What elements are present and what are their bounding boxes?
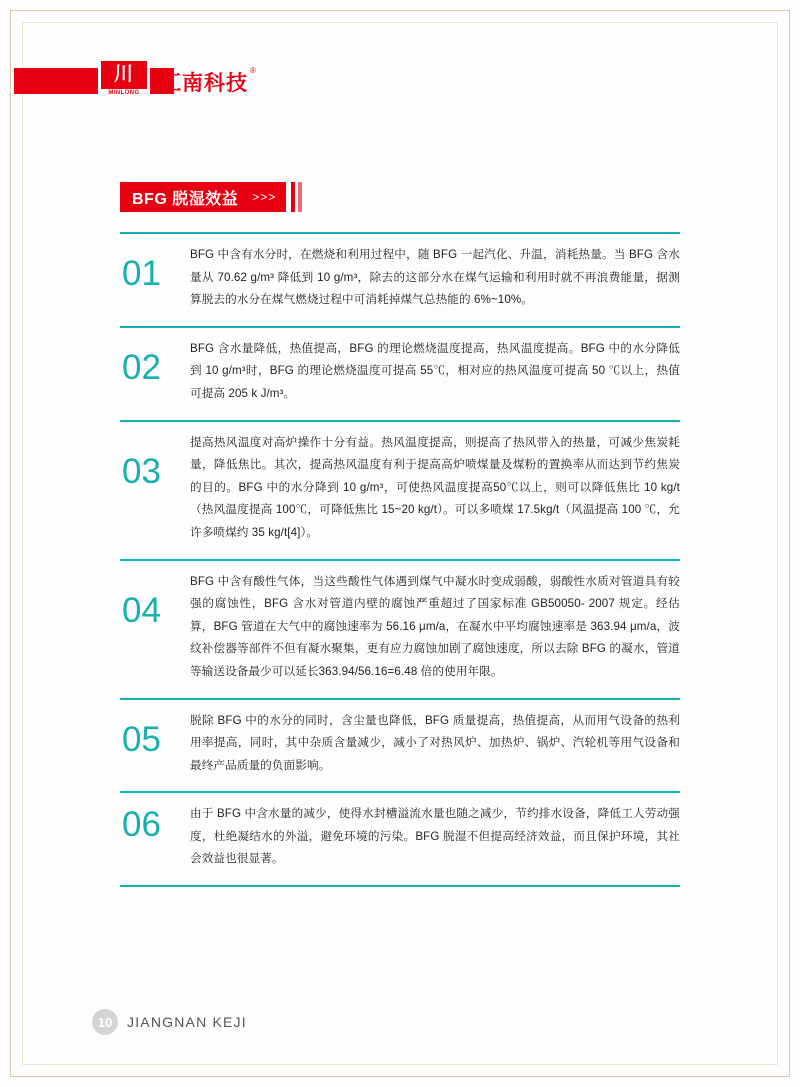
registered-trademark-icon: ® bbox=[250, 66, 256, 75]
page-footer bbox=[92, 1009, 247, 1035]
section-bar-2 bbox=[298, 182, 302, 212]
list-item-number: 04 bbox=[122, 590, 161, 630]
list-item-number: 05 bbox=[122, 719, 161, 759]
list-item bbox=[120, 793, 680, 887]
company-name: 江南科技 bbox=[160, 72, 248, 95]
list-item bbox=[120, 328, 680, 422]
list-item-text: 脱除 BFG 中的水分的同时，含尘量也降低，BFG 质量提高，热值提高，从而用气设备的热利用率提高，同时，其中杂质含量减少，减小了对热风炉、加热炉、锅炉、汽轮机等用气设备和最终产品质量的负面影响。 bbox=[190, 713, 680, 772]
benefits-list bbox=[120, 232, 680, 887]
page-header bbox=[0, 60, 800, 104]
section-heading bbox=[120, 182, 305, 212]
logo-glyph: 川 bbox=[101, 61, 147, 89]
list-item-number: 01 bbox=[122, 254, 161, 293]
list-item bbox=[120, 422, 680, 561]
logo-mark-icon bbox=[98, 61, 150, 103]
list-item-text: BFG 中含有酸性气体，当这些酸性气体遇到煤气中凝水时变成弱酸，弱酸性水质对管道具有较强的腐蚀性，BFG 含水对管道内壁的腐蚀严重超过了国家标准 GB50050- 2007 规定。经估算，BFG 管道在大气中的腐蚀速率为 56.16 μm/a，在凝水中平均腐蚀速率是 363.94 μm/a，波纹补偿器等部件不但有凝水聚集，更有应力腐蚀加剧了腐蚀速度，所以去除 BFG 的凝水，管道等输送设备最少可以延长363.94/56.16=6.48 倍的使用年限。 bbox=[190, 574, 680, 678]
list-item-text: BFG 含水量降低，热值提高，BFG 的理论燃烧温度提高，热风温度提高。BFG 中的水分降低到 10 g/m³时，BFG 的理论燃烧温度可提高 55℃，相对应的热风温度可提高 50 ℃以上，热值可提高 205 k J/m³。 bbox=[190, 341, 680, 400]
section-heading-bars bbox=[291, 182, 305, 212]
list-item-number: 02 bbox=[122, 347, 161, 387]
list-item bbox=[120, 700, 680, 794]
list-item-text: 提高热风温度对高炉操作十分有益。热风温度提高，则提高了热风带入的热量，可减少焦炭耗量，降低焦比。其次，提高热风温度有利于提高高炉喷煤量及煤粉的置换率从而达到节约焦炭的目的。BFG 中的水分降到 10 g/m³，可使热风温度提高50℃以上，则可以降低焦比 10 kg/t（热风温度提高 100℃，可降低焦比 15~20 kg/t）。可以多喷煤 17.5kg/t（风温提高 100 ℃，允许多喷煤约 35 kg/t[4]）。 bbox=[190, 435, 680, 539]
list-item-number: 06 bbox=[122, 805, 161, 845]
section-heading-arrows: >>> bbox=[252, 182, 286, 212]
section-heading-label: BFG 脱湿效益 bbox=[120, 182, 252, 212]
page-number: 10 bbox=[92, 1009, 118, 1035]
list-item-text: 由于 BFG 中含水量的减少，使得水封槽溢流水量也随之减少，节约排水设备，降低工人劳动强度，杜绝凝结水的外溢，避免环境的污染。BFG 脱湿不但提高经济效益，而且保护环境，其社会效益也很显著。 bbox=[190, 807, 680, 866]
list-item bbox=[120, 561, 680, 700]
logo-subtext: MINLONG bbox=[108, 90, 140, 96]
list-item-number: 03 bbox=[122, 451, 161, 491]
company-logo bbox=[98, 60, 256, 104]
section-bar-1 bbox=[291, 182, 295, 212]
list-item-text: BFG 中含有水分时，在燃烧和利用过程中，随 BFG 一起汽化、升温，消耗热量。当 BFG 含水量从 70.62 g/m³ 降低到 10 g/m³，除去的这部分水在煤气运输和利用时就不再浪费能量，据测算脱去的水分在煤气燃烧过程中可消耗掉煤气总热能的 6%~10%。 bbox=[190, 248, 680, 307]
list-item bbox=[120, 232, 680, 328]
footer-label: JIANGNAN KEJI bbox=[127, 1014, 247, 1030]
